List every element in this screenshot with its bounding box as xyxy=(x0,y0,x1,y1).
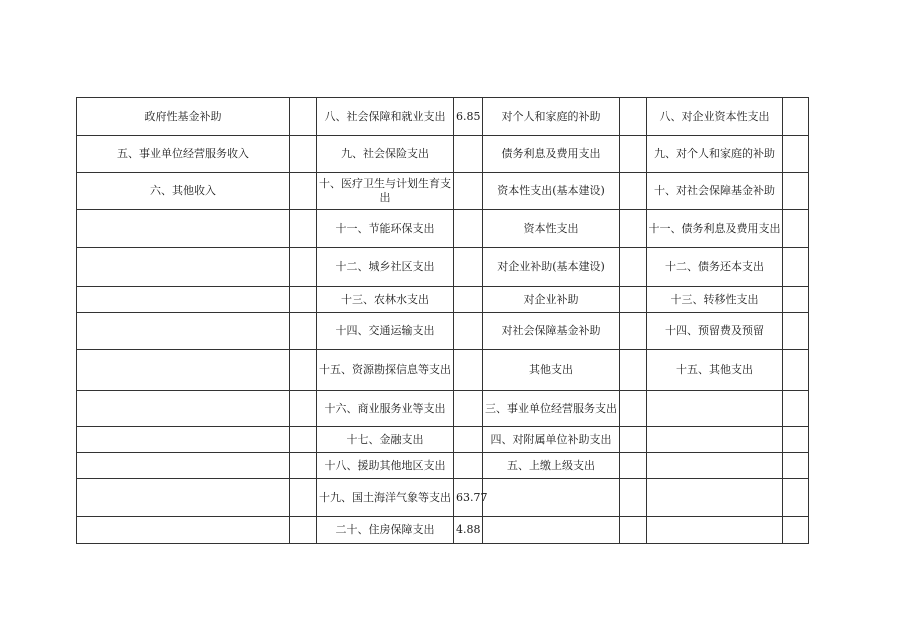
function-amount-cell: 63.77 xyxy=(454,479,483,517)
function-amount-cell: 6.85 xyxy=(454,98,483,136)
table-row xyxy=(77,350,809,391)
income-amount-cell xyxy=(290,479,317,517)
table-row xyxy=(77,173,809,210)
economic-item-cell: 对社会保障基金补助 xyxy=(483,313,620,350)
function-amount-cell xyxy=(454,136,483,173)
gov-item-cell: 十五、其他支出 xyxy=(647,350,783,391)
economic-amount-cell xyxy=(620,98,647,136)
gov-amount-cell xyxy=(783,453,809,479)
gov-amount-cell xyxy=(783,517,809,544)
table-row xyxy=(77,391,809,427)
table-row xyxy=(77,98,809,136)
gov-item-cell xyxy=(647,479,783,517)
function-amount-cell xyxy=(454,350,483,391)
income-amount-cell xyxy=(290,248,317,287)
gov-item-cell: 十三、转移性支出 xyxy=(647,287,783,313)
function-amount-cell xyxy=(454,210,483,248)
function-item-cell: 十八、援助其他地区支出 xyxy=(317,453,454,479)
gov-item-cell xyxy=(647,517,783,544)
income-item-cell: 政府性基金补助 xyxy=(77,98,290,136)
gov-item-cell: 十一、债务利息及费用支出 xyxy=(647,210,783,248)
income-amount-cell xyxy=(290,427,317,453)
gov-item-cell: 十四、预留费及预留 xyxy=(647,313,783,350)
economic-amount-cell xyxy=(620,479,647,517)
gov-amount-cell xyxy=(783,391,809,427)
table-row xyxy=(77,287,809,313)
income-item-cell xyxy=(77,313,290,350)
table-row xyxy=(77,248,809,287)
income-item-cell xyxy=(77,248,290,287)
economic-amount-cell xyxy=(620,136,647,173)
table-row xyxy=(77,427,809,453)
gov-amount-cell xyxy=(783,350,809,391)
function-item-cell: 十七、金融支出 xyxy=(317,427,454,453)
function-item-cell: 十九、国土海洋气象等支出 xyxy=(317,479,454,517)
income-item-cell xyxy=(77,453,290,479)
income-item-cell xyxy=(77,391,290,427)
economic-item-cell: 资本性支出 xyxy=(483,210,620,248)
gov-item-cell: 十、对社会保障基金补助 xyxy=(647,173,783,210)
income-item-cell xyxy=(77,479,290,517)
function-item-cell: 十三、农林水支出 xyxy=(317,287,454,313)
economic-amount-cell xyxy=(620,173,647,210)
economic-amount-cell xyxy=(620,391,647,427)
economic-item-cell: 资本性支出(基本建设) xyxy=(483,173,620,210)
income-amount-cell xyxy=(290,136,317,173)
income-item-cell xyxy=(77,210,290,248)
income-amount-cell xyxy=(290,391,317,427)
income-item-cell: 六、其他收入 xyxy=(77,173,290,210)
function-item-cell: 十二、城乡社区支出 xyxy=(317,248,454,287)
economic-item-cell: 其他支出 xyxy=(483,350,620,391)
economic-amount-cell xyxy=(620,313,647,350)
economic-item-cell: 对企业补助(基本建设) xyxy=(483,248,620,287)
function-item-cell: 十一、节能环保支出 xyxy=(317,210,454,248)
table-row xyxy=(77,517,809,544)
income-amount-cell xyxy=(290,517,317,544)
table-row xyxy=(77,453,809,479)
income-amount-cell xyxy=(290,350,317,391)
gov-item-cell: 八、对企业资本性支出 xyxy=(647,98,783,136)
gov-amount-cell xyxy=(783,173,809,210)
function-amount-cell xyxy=(454,391,483,427)
economic-item-cell: 对个人和家庭的补助 xyxy=(483,98,620,136)
gov-amount-cell xyxy=(783,287,809,313)
function-item-cell: 十六、商业服务业等支出 xyxy=(317,391,454,427)
budget-table xyxy=(76,97,809,544)
gov-amount-cell xyxy=(783,313,809,350)
income-item-cell xyxy=(77,517,290,544)
income-amount-cell xyxy=(290,210,317,248)
function-item-cell: 十五、资源勘探信息等支出 xyxy=(317,350,454,391)
economic-item-cell: 对企业补助 xyxy=(483,287,620,313)
table-row xyxy=(77,313,809,350)
gov-item-cell xyxy=(647,391,783,427)
table-row xyxy=(77,479,809,517)
income-item-cell xyxy=(77,350,290,391)
gov-item-cell xyxy=(647,453,783,479)
economic-item-cell xyxy=(483,479,620,517)
economic-amount-cell xyxy=(620,427,647,453)
gov-item-cell: 九、对个人和家庭的补助 xyxy=(647,136,783,173)
function-amount-cell: 4.88 xyxy=(454,517,483,544)
income-amount-cell xyxy=(290,98,317,136)
economic-item-cell: 债务利息及费用支出 xyxy=(483,136,620,173)
economic-amount-cell xyxy=(620,287,647,313)
gov-amount-cell xyxy=(783,136,809,173)
gov-item-cell xyxy=(647,427,783,453)
economic-item-cell xyxy=(483,517,620,544)
function-amount-cell xyxy=(454,427,483,453)
function-item-cell: 九、社会保险支出 xyxy=(317,136,454,173)
table-row xyxy=(77,136,809,173)
gov-amount-cell xyxy=(783,248,809,287)
function-item-cell: 十、医疗卫生与计划生育支出 xyxy=(317,173,454,210)
income-amount-cell xyxy=(290,287,317,313)
function-amount-cell xyxy=(454,248,483,287)
function-amount-cell xyxy=(454,173,483,210)
income-amount-cell xyxy=(290,173,317,210)
economic-item-cell: 三、事业单位经营服务支出 xyxy=(483,391,620,427)
function-amount-cell xyxy=(454,287,483,313)
function-item-cell: 八、社会保障和就业支出 xyxy=(317,98,454,136)
gov-amount-cell xyxy=(783,427,809,453)
income-item-cell xyxy=(77,427,290,453)
function-item-cell: 十四、交通运输支出 xyxy=(317,313,454,350)
economic-amount-cell xyxy=(620,517,647,544)
economic-amount-cell xyxy=(620,350,647,391)
gov-item-cell: 十二、债务还本支出 xyxy=(647,248,783,287)
gov-amount-cell xyxy=(783,98,809,136)
economic-amount-cell xyxy=(620,453,647,479)
table-row xyxy=(77,210,809,248)
economic-amount-cell xyxy=(620,210,647,248)
income-amount-cell xyxy=(290,453,317,479)
gov-amount-cell xyxy=(783,210,809,248)
function-amount-cell xyxy=(454,313,483,350)
function-item-cell: 二十、住房保障支出 xyxy=(317,517,454,544)
economic-item-cell: 五、上缴上级支出 xyxy=(483,453,620,479)
income-amount-cell xyxy=(290,313,317,350)
income-item-cell xyxy=(77,287,290,313)
table-body xyxy=(77,98,809,544)
economic-item-cell: 四、对附属单位补助支出 xyxy=(483,427,620,453)
function-amount-cell xyxy=(454,453,483,479)
economic-amount-cell xyxy=(620,248,647,287)
gov-amount-cell xyxy=(783,479,809,517)
income-item-cell: 五、事业单位经营服务收入 xyxy=(77,136,290,173)
